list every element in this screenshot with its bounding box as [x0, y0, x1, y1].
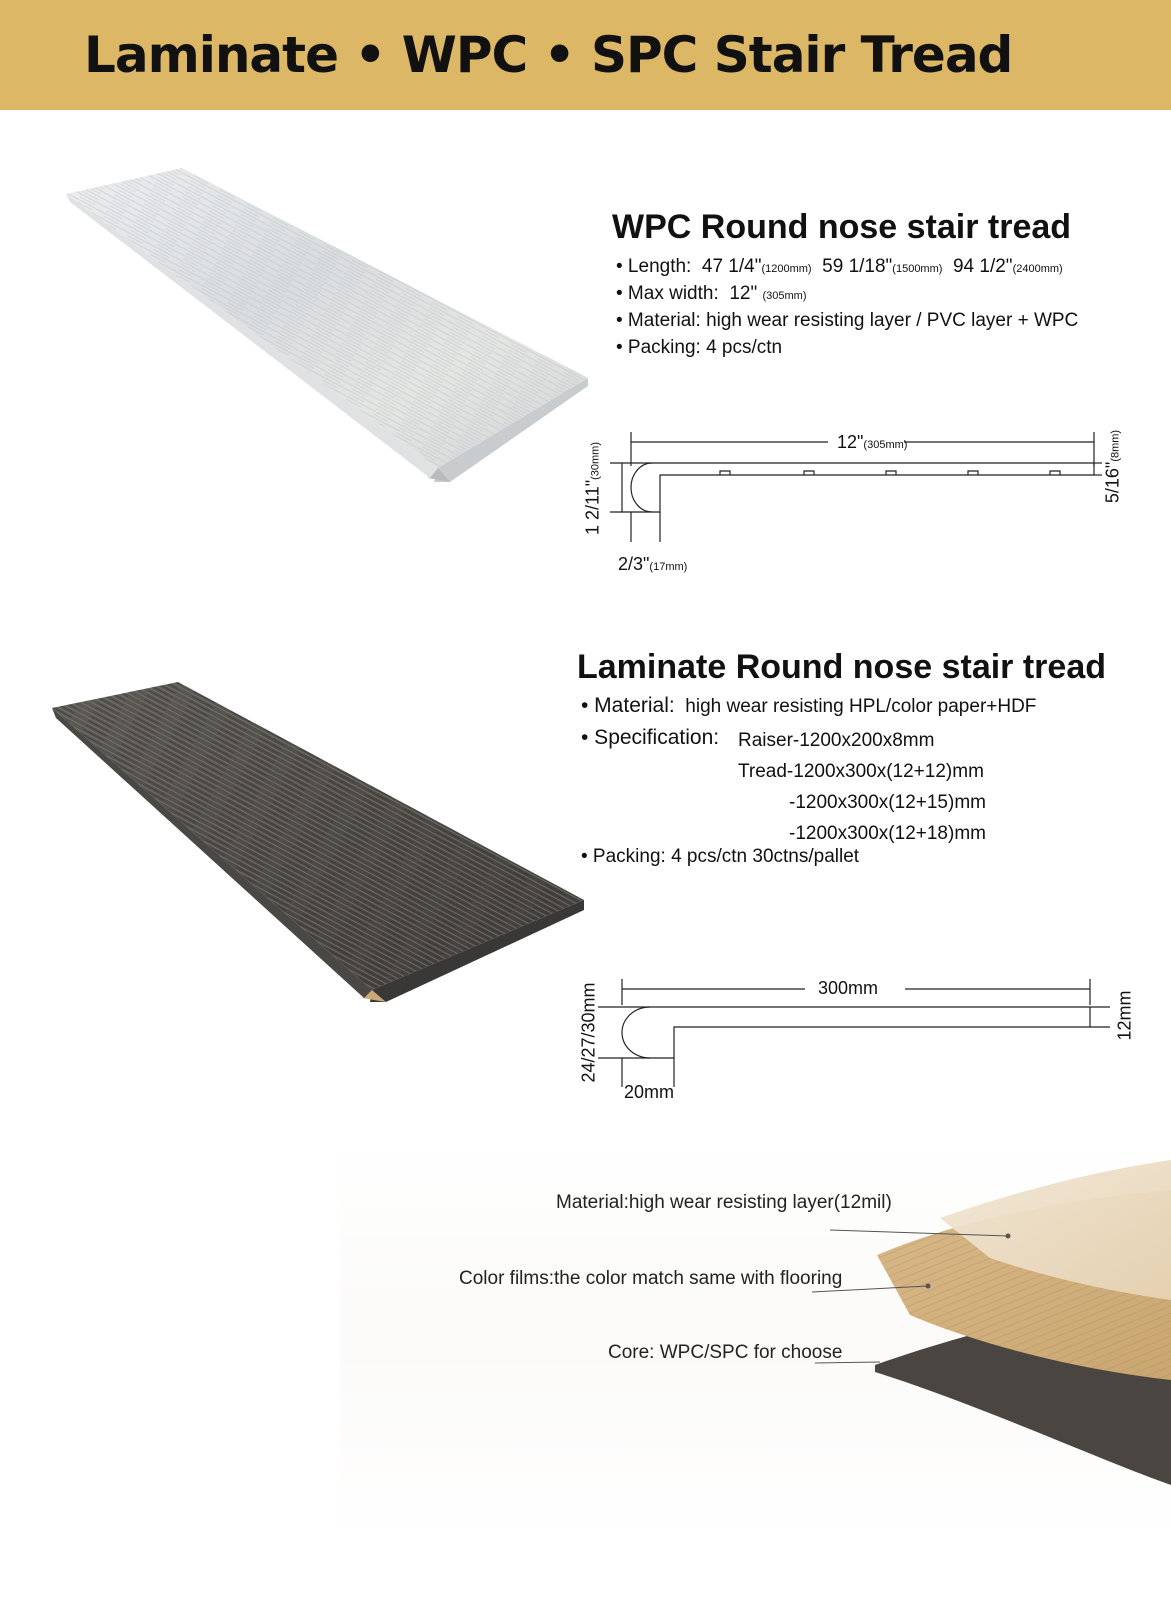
wpc-width-row: [616, 283, 807, 305]
header-banner: [0, 0, 1171, 110]
wpc-diagram-width-label: 12": [837, 432, 864, 452]
laminate-title: Laminate Round nose stair tread: [577, 648, 1106, 686]
wpc-diagram-nose: [618, 554, 687, 575]
wpc-diagram-height: [583, 439, 604, 539]
wpc-width-value: 12": [729, 283, 758, 304]
laminate-packing: • Packing: 4 pcs/ctn 30ctns/pallet: [581, 846, 860, 867]
layer-wear-label: Material:high wear resisting layer(12mil): [556, 1192, 892, 1213]
wpc-length-2: 59 1/18": [822, 256, 893, 277]
laminate-spec-2: Tread-1200x300x(12+12)mm: [738, 761, 984, 782]
laminate-material-row: [581, 694, 1036, 718]
laminate-diagram-width: 300mm: [818, 978, 879, 998]
wpc-packing: • Packing: 4 pcs/ctn: [616, 337, 783, 358]
wpc-diagram-thickness-label: 5/16": [1102, 461, 1123, 504]
laminate-spec-label: • Specification:: [581, 726, 720, 749]
wpc-title: WPC Round nose stair tread: [612, 208, 1072, 246]
wpc-length-label: • Length:: [616, 256, 692, 277]
wpc-length-3: 94 1/2": [952, 256, 1013, 277]
laminate-spec-1: Raiser-1200x200x8mm: [738, 730, 935, 751]
laminate-spec-3: -1200x300x(12+15)mm: [789, 792, 986, 813]
page-title: Laminate • WPC • SPC Stair Tread: [84, 26, 1013, 84]
layer-core-label: Core: WPC/SPC for choose: [608, 1342, 843, 1363]
wpc-diagram-height-label: 1 2/11": [582, 479, 603, 535]
wpc-diagram-thickness-mm: (8mm): [1109, 429, 1122, 462]
wpc-length-1-mm: (1200mm): [761, 263, 812, 275]
laminate-diagram-thickness: 12mm: [1114, 990, 1135, 1041]
layer-color-film-label: Color films:the color match same with flooring: [459, 1268, 843, 1289]
wpc-diagram-width: [837, 432, 907, 453]
wpc-length-3-mm: (2400mm): [1012, 263, 1063, 275]
laminate-diagram-nose: 20mm: [624, 1082, 675, 1102]
wpc-stair-tread-image: [60, 160, 600, 500]
wpc-diagram-width-mm: (305mm): [863, 439, 908, 451]
wpc-length-1: 47 1/4": [701, 256, 762, 277]
wpc-width-label: • Max width:: [616, 283, 719, 304]
laminate-material-value: high wear resisting HPL/color paper+HDF: [685, 696, 1037, 717]
wpc-length-row: [616, 256, 1063, 278]
wpc-diagram-nose-label: 2/3": [618, 554, 650, 574]
wpc-diagram-height-mm: (30mm): [589, 442, 602, 480]
laminate-stair-tread-image: [50, 690, 590, 1030]
wpc-length-2-mm: (1500mm): [892, 263, 943, 275]
laminate-diagram-height: 24/27/30mm: [578, 982, 599, 1083]
wpc-material: • Material: high wear resisting layer / PVC layer + WPC: [616, 310, 1079, 331]
laminate-spec-4: -1200x300x(12+18)mm: [789, 823, 986, 844]
wpc-width-mm: (305mm): [762, 290, 807, 302]
laminate-material-label: • Material:: [581, 694, 675, 717]
wpc-diagram-nose-mm: (17mm): [649, 561, 688, 573]
wpc-diagram-thickness: [1103, 422, 1124, 512]
